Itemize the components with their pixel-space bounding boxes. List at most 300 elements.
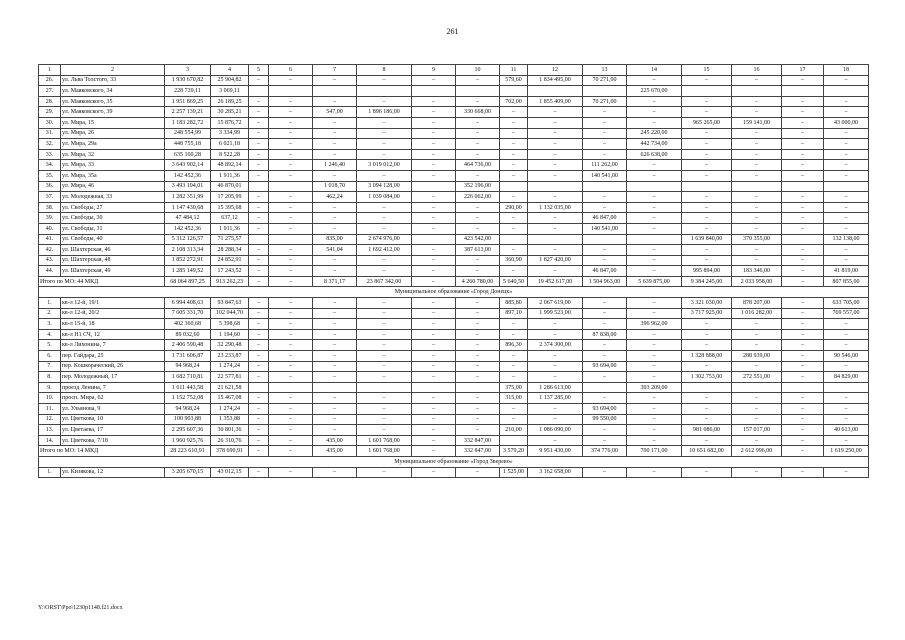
value-cell: – xyxy=(732,75,782,86)
value-cell: 3 334,99 xyxy=(211,128,249,139)
value-cell: – xyxy=(249,96,269,107)
total-value-cell: 4 260 780,00 xyxy=(456,276,500,287)
table-body xyxy=(39,65,869,478)
value-cell: – xyxy=(824,213,869,224)
value-cell: 1 951 869,25 xyxy=(165,96,211,107)
value-cell: – xyxy=(583,425,627,436)
value-cell: – xyxy=(313,404,357,415)
value-cell: – xyxy=(313,414,357,425)
value-cell xyxy=(528,181,583,192)
row-number-cell: 13. xyxy=(39,425,61,436)
value-cell: 1 855 409,00 xyxy=(528,96,583,107)
value-cell: 1 194,60 xyxy=(211,329,249,340)
value-cell: 1 911,36 xyxy=(211,223,249,234)
table-row xyxy=(39,170,869,181)
value-cell: 93 694,00 xyxy=(583,361,627,372)
value-cell: – xyxy=(412,425,456,436)
value-cell xyxy=(412,86,456,97)
address-cell: ул. Кизякова, 12 xyxy=(61,467,165,478)
value-cell: 1 960 925,76 xyxy=(165,435,211,446)
value-cell: 1 999 523,00 xyxy=(528,308,583,319)
value-cell: 1 328 888,00 xyxy=(682,351,732,362)
value-cell: – xyxy=(313,255,357,266)
address-cell: ул. Ульянова, 9 xyxy=(61,404,165,415)
value-cell: 1 852 272,91 xyxy=(165,255,211,266)
value-cell: – xyxy=(824,75,869,86)
value-cell: – xyxy=(269,467,313,478)
value-cell: – xyxy=(249,75,269,86)
value-cell: – xyxy=(627,467,682,478)
value-cell: – xyxy=(627,245,682,256)
value-cell: 1 018,70 xyxy=(313,181,357,192)
value-cell: 2 374 300,00 xyxy=(528,340,583,351)
value-cell: 159 141,00 xyxy=(732,117,782,128)
value-cell: – xyxy=(412,435,456,446)
value-cell: – xyxy=(682,192,732,203)
value-cell xyxy=(500,435,528,446)
value-cell: – xyxy=(682,96,732,107)
value-cell: – xyxy=(456,361,500,372)
value-cell: – xyxy=(313,213,357,224)
value-cell: – xyxy=(313,308,357,319)
value-cell: – xyxy=(682,139,732,150)
value-cell: – xyxy=(313,170,357,181)
value-cell: – xyxy=(412,128,456,139)
value-cell: – xyxy=(583,245,627,256)
value-cell: – xyxy=(357,298,412,309)
value-cell: 1 601 768,00 xyxy=(357,435,412,446)
value-cell: 142 452,36 xyxy=(165,170,211,181)
value-cell: 315,00 xyxy=(500,393,528,404)
value-cell: 48 892,14 xyxy=(211,160,249,171)
value-cell: – xyxy=(732,393,782,404)
table-row xyxy=(39,393,869,404)
value-cell: – xyxy=(269,393,313,404)
value-cell: – xyxy=(732,404,782,415)
value-cell xyxy=(412,181,456,192)
value-cell: – xyxy=(583,467,627,478)
value-cell: – xyxy=(528,319,583,330)
value-cell: – xyxy=(583,149,627,160)
total-value-cell: 9 384 245,00 xyxy=(682,276,732,287)
value-cell: – xyxy=(824,435,869,446)
value-cell: – xyxy=(682,213,732,224)
value-cell xyxy=(682,181,732,192)
column-number-cell: 3 xyxy=(165,65,211,76)
total-row xyxy=(39,446,869,457)
total-value-cell: 913 262,23 xyxy=(211,276,249,287)
value-cell: – xyxy=(500,213,528,224)
value-cell: 93 847,63 xyxy=(211,298,249,309)
value-cell: 1 183 282,72 xyxy=(165,117,211,128)
value-cell: – xyxy=(528,372,583,383)
value-cell: – xyxy=(782,372,824,383)
value-cell: – xyxy=(269,319,313,330)
address-cell: ул. Шахтерская, 49 xyxy=(61,266,165,277)
value-cell: – xyxy=(528,149,583,160)
value-cell: – xyxy=(313,298,357,309)
value-cell: – xyxy=(412,467,456,478)
value-cell xyxy=(500,234,528,245)
value-cell: – xyxy=(682,404,732,415)
value-cell: 70 271,00 xyxy=(583,75,627,86)
row-number-cell: 28. xyxy=(39,96,61,107)
value-cell: – xyxy=(456,467,500,478)
value-cell: 94 968,24 xyxy=(165,361,211,372)
value-cell: 93 694,00 xyxy=(583,404,627,415)
value-cell: 102 044,70 xyxy=(211,308,249,319)
value-cell: – xyxy=(456,372,500,383)
column-number-cell: 12 xyxy=(528,65,583,76)
value-cell: – xyxy=(627,361,682,372)
value-cell: – xyxy=(249,340,269,351)
row-number-cell: 8. xyxy=(39,372,61,383)
total-value-cell: 374 776,00 xyxy=(583,446,627,457)
value-cell: 71 275,57 xyxy=(211,234,249,245)
row-number-cell: 26. xyxy=(39,75,61,86)
value-cell: 1 692 412,00 xyxy=(357,245,412,256)
value-cell: – xyxy=(249,351,269,362)
value-cell: 6 021,18 xyxy=(211,139,249,150)
value-cell: 1 896 186,00 xyxy=(357,107,412,118)
address-cell: пер. Кошкораческий, 26 xyxy=(61,361,165,372)
value-cell: – xyxy=(682,467,732,478)
value-cell: – xyxy=(412,149,456,160)
total-value-cell: 807 855,00 xyxy=(824,276,869,287)
row-number-cell: 12. xyxy=(39,414,61,425)
value-cell: 15 467,08 xyxy=(211,393,249,404)
value-cell: 3 162 658,00 xyxy=(528,467,583,478)
value-cell: – xyxy=(528,414,583,425)
value-cell: – xyxy=(782,319,824,330)
value-cell: 435,00 xyxy=(313,435,357,446)
row-number-cell: 34. xyxy=(39,160,61,171)
value-cell: – xyxy=(583,255,627,266)
value-cell: 3 717 925,00 xyxy=(682,308,732,319)
value-cell: – xyxy=(500,414,528,425)
address-cell: кв-л Н1 СЧ, 12 xyxy=(61,329,165,340)
value-cell: – xyxy=(357,414,412,425)
value-cell: – xyxy=(357,170,412,181)
value-cell: – xyxy=(782,298,824,309)
value-cell: 1 834 495,00 xyxy=(528,75,583,86)
value-cell: 248 554,99 xyxy=(165,128,211,139)
value-cell: – xyxy=(627,404,682,415)
address-cell: ул. Свободы, 40 xyxy=(61,234,165,245)
value-cell: – xyxy=(269,192,313,203)
value-cell: – xyxy=(732,245,782,256)
column-number-cell: 1 xyxy=(39,65,61,76)
value-cell: 1 911,36 xyxy=(211,170,249,181)
value-cell xyxy=(357,382,412,393)
value-cell: – xyxy=(313,340,357,351)
value-cell: 3 094 128,00 xyxy=(357,181,412,192)
value-cell: 995 894,00 xyxy=(682,266,732,277)
value-cell: 210,00 xyxy=(500,425,528,436)
value-cell: 17 205,99 xyxy=(211,192,249,203)
total-value-cell: – xyxy=(269,276,313,287)
value-cell: 90 546,00 xyxy=(824,351,869,362)
value-cell: – xyxy=(456,414,500,425)
value-cell: – xyxy=(732,223,782,234)
value-cell: 21 621,58 xyxy=(211,382,249,393)
value-cell: – xyxy=(412,404,456,415)
value-cell: – xyxy=(682,414,732,425)
value-cell: 47 484,12 xyxy=(165,213,211,224)
value-cell: 1 302 753,00 xyxy=(682,372,732,383)
value-cell: – xyxy=(456,139,500,150)
value-cell: – xyxy=(357,117,412,128)
value-cell: – xyxy=(412,139,456,150)
value-cell: – xyxy=(732,361,782,372)
row-number-cell: 9. xyxy=(39,382,61,393)
value-cell xyxy=(456,86,500,97)
value-cell: 46 870,01 xyxy=(211,181,249,192)
value-cell: – xyxy=(412,96,456,107)
value-cell: 2 295 607,36 xyxy=(165,425,211,436)
value-cell: – xyxy=(269,435,313,446)
table-row xyxy=(39,86,869,97)
address-cell: ул. Мира, 46 xyxy=(61,181,165,192)
row-number-cell: 1. xyxy=(39,467,61,478)
value-cell: – xyxy=(500,319,528,330)
value-cell: – xyxy=(313,139,357,150)
value-cell: – xyxy=(269,117,313,128)
value-cell: – xyxy=(249,170,269,181)
value-cell: – xyxy=(583,372,627,383)
value-cell: – xyxy=(782,213,824,224)
value-cell: – xyxy=(249,467,269,478)
value-cell: 2 674 976,00 xyxy=(357,234,412,245)
column-number-cell: 13 xyxy=(583,65,627,76)
value-cell: – xyxy=(313,319,357,330)
table-row xyxy=(39,308,869,319)
table-row xyxy=(39,361,869,372)
value-cell: – xyxy=(583,319,627,330)
value-cell: – xyxy=(627,340,682,351)
value-cell: – xyxy=(627,170,682,181)
value-cell: – xyxy=(357,308,412,319)
table-row xyxy=(39,245,869,256)
value-cell: – xyxy=(824,467,869,478)
value-cell: – xyxy=(412,298,456,309)
value-cell xyxy=(627,181,682,192)
table-row xyxy=(39,255,869,266)
value-cell: – xyxy=(269,107,313,118)
value-cell: 3 493 194,01 xyxy=(165,181,211,192)
value-cell: – xyxy=(249,149,269,160)
value-cell: 897,10 xyxy=(500,308,528,319)
row-number-cell: 35. xyxy=(39,170,61,181)
column-number-cell: 18 xyxy=(824,65,869,76)
value-cell: 330 668,00 xyxy=(456,107,500,118)
value-cell: – xyxy=(269,255,313,266)
value-cell: – xyxy=(456,149,500,160)
value-cell: – xyxy=(732,435,782,446)
value-cell: 1 016 282,00 xyxy=(732,308,782,319)
value-cell: 41 819,00 xyxy=(824,266,869,277)
value-cell: 3 019 012,00 xyxy=(357,160,412,171)
value-cell: – xyxy=(249,319,269,330)
value-cell: – xyxy=(412,160,456,171)
value-cell: – xyxy=(500,139,528,150)
value-cell: 15 876,72 xyxy=(211,117,249,128)
value-cell: – xyxy=(500,107,528,118)
value-cell: 2 257 139,21 xyxy=(165,107,211,118)
value-cell: 442 734,00 xyxy=(627,139,682,150)
value-cell xyxy=(528,234,583,245)
value-cell: – xyxy=(249,255,269,266)
total-value-cell: 5 639 875,00 xyxy=(627,276,682,287)
table-row xyxy=(39,319,869,330)
value-cell: – xyxy=(313,266,357,277)
value-cell: 8 522,28 xyxy=(211,149,249,160)
value-cell: – xyxy=(682,223,732,234)
value-cell: – xyxy=(313,223,357,234)
value-cell: – xyxy=(583,351,627,362)
value-cell: – xyxy=(357,213,412,224)
value-cell: – xyxy=(682,170,732,181)
total-value-cell: 332 847,00 xyxy=(456,446,500,457)
table-row xyxy=(39,128,869,139)
section-title: Муниципальное образование «Город Донецк» xyxy=(39,287,869,298)
value-cell: – xyxy=(269,245,313,256)
value-cell: – xyxy=(682,128,732,139)
value-cell: 6 994 408,63 xyxy=(165,298,211,309)
total-value-cell: 3 579,20 xyxy=(500,446,528,457)
value-cell: – xyxy=(500,372,528,383)
value-cell: 46 847,00 xyxy=(583,213,627,224)
value-cell: – xyxy=(357,467,412,478)
value-cell xyxy=(782,234,824,245)
value-cell: – xyxy=(682,75,732,86)
value-cell: – xyxy=(456,393,500,404)
value-cell: – xyxy=(528,361,583,372)
value-cell: – xyxy=(249,393,269,404)
value-cell: 387 613,00 xyxy=(456,245,500,256)
value-cell: – xyxy=(732,107,782,118)
table-row xyxy=(39,139,869,150)
value-cell: – xyxy=(357,202,412,213)
value-cell: – xyxy=(412,192,456,203)
value-cell: – xyxy=(500,128,528,139)
value-cell: 99 550,00 xyxy=(583,414,627,425)
value-cell: – xyxy=(456,308,500,319)
value-cell: – xyxy=(249,298,269,309)
value-cell: – xyxy=(682,255,732,266)
row-number-cell: 33. xyxy=(39,149,61,160)
value-cell: 245 220,00 xyxy=(627,128,682,139)
value-cell: – xyxy=(824,202,869,213)
value-cell xyxy=(732,382,782,393)
table-row xyxy=(39,329,869,340)
value-cell: – xyxy=(456,319,500,330)
value-cell xyxy=(249,234,269,245)
value-cell: 142 452,36 xyxy=(165,223,211,234)
value-cell: 1 039 084,00 xyxy=(357,192,412,203)
value-cell: – xyxy=(269,308,313,319)
value-cell: – xyxy=(249,361,269,372)
value-cell: 70 271,00 xyxy=(583,96,627,107)
value-cell: 370 355,00 xyxy=(732,234,782,245)
value-cell: 541,04 xyxy=(313,245,357,256)
value-cell: – xyxy=(528,170,583,181)
address-cell: ул. Мира, 15 xyxy=(61,117,165,128)
value-cell: – xyxy=(682,107,732,118)
table-row xyxy=(39,223,869,234)
table-row xyxy=(39,75,869,86)
value-cell: – xyxy=(249,223,269,234)
value-cell: – xyxy=(627,351,682,362)
value-cell: 3 643 902,14 xyxy=(165,160,211,171)
total-value-cell: – xyxy=(782,446,824,457)
value-cell: – xyxy=(528,245,583,256)
row-number-cell: 36. xyxy=(39,181,61,192)
address-cell: ул. Свободы, 31 xyxy=(61,223,165,234)
value-cell: – xyxy=(269,425,313,436)
value-cell: – xyxy=(412,223,456,234)
value-cell: – xyxy=(456,202,500,213)
value-cell: – xyxy=(824,255,869,266)
value-cell xyxy=(313,382,357,393)
value-cell: – xyxy=(269,96,313,107)
address-cell: ул. Мира, 26 xyxy=(61,128,165,139)
value-cell: 1 611 443,58 xyxy=(165,382,211,393)
value-cell: – xyxy=(500,329,528,340)
value-cell: – xyxy=(269,128,313,139)
address-cell: ул. Цветаева, 17 xyxy=(61,425,165,436)
value-cell xyxy=(269,382,313,393)
row-number-cell: 6. xyxy=(39,351,61,362)
value-cell: – xyxy=(824,393,869,404)
address-cell: кв-л 12-й, 19/1 xyxy=(61,298,165,309)
value-cell: – xyxy=(583,139,627,150)
total-value-cell: 23 867 342,00 xyxy=(357,276,412,287)
value-cell: – xyxy=(269,139,313,150)
value-cell: – xyxy=(249,192,269,203)
total-value-cell: 10 651 682,00 xyxy=(682,446,732,457)
value-cell: – xyxy=(732,139,782,150)
value-cell xyxy=(627,234,682,245)
value-cell: – xyxy=(313,467,357,478)
value-cell: – xyxy=(357,329,412,340)
row-number-cell: 44. xyxy=(39,266,61,277)
value-cell: – xyxy=(782,245,824,256)
value-cell: 225 670,00 xyxy=(627,86,682,97)
value-cell xyxy=(249,382,269,393)
value-cell: – xyxy=(313,372,357,383)
value-cell: – xyxy=(528,160,583,171)
value-cell: – xyxy=(824,160,869,171)
value-cell: – xyxy=(732,96,782,107)
value-cell: – xyxy=(627,107,682,118)
address-cell: пер. Гайдара, 25 xyxy=(61,351,165,362)
column-number-cell: 6 xyxy=(269,65,313,76)
value-cell: 1 274,24 xyxy=(211,361,249,372)
value-cell: – xyxy=(583,308,627,319)
value-cell: – xyxy=(682,340,732,351)
value-cell: – xyxy=(782,170,824,181)
row-number-cell: 27. xyxy=(39,86,61,97)
value-cell: – xyxy=(412,308,456,319)
value-cell: 1 137 285,00 xyxy=(528,393,583,404)
value-cell: – xyxy=(456,96,500,107)
value-cell: – xyxy=(782,107,824,118)
value-cell: – xyxy=(528,107,583,118)
value-cell: 1 525,00 xyxy=(500,467,528,478)
value-cell: – xyxy=(313,117,357,128)
value-cell: – xyxy=(682,202,732,213)
